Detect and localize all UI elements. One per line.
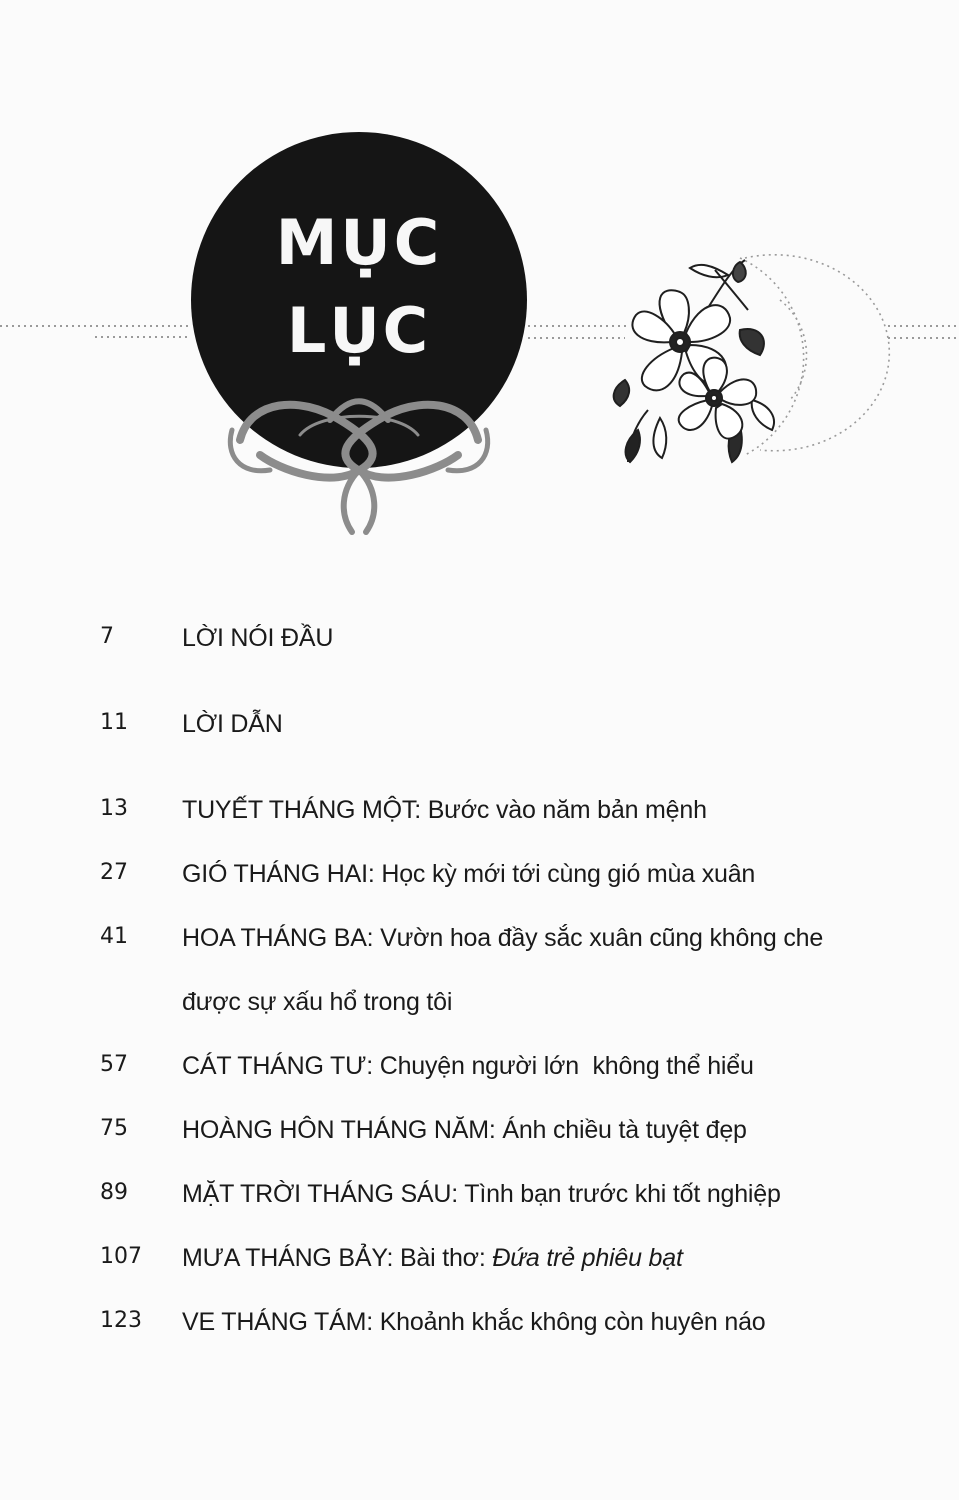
toc-entry-title [182,1244,882,1273]
toc-page-number: 89 [100,1180,128,1205]
toc-entry[interactable] [0,696,959,782]
toc-entry[interactable] [0,610,959,696]
toc-page-number: 75 [100,1116,128,1141]
toc-entry[interactable] [0,1038,959,1102]
toc-page-number: 57 [100,1052,128,1077]
toc-page-number: 7 [100,624,114,649]
flower-illustration [614,260,774,462]
toc-page-number: 13 [100,796,128,821]
toc-page-number: 107 [100,1244,142,1269]
toc-entry-title: VE THÁNG TÁM: Khoảnh khắc không còn huyên náo [182,1308,766,1336]
toc-entry-title: TUYẾT THÁNG MỘT: Bước vào năm bản mệnh [182,796,707,824]
toc-entry-title: HOÀNG HÔN THÁNG NĂM: Ánh chiều tà tuyệt đẹp [182,1116,747,1144]
toc-entry[interactable] [0,1230,959,1294]
toc-entry-title: CÁT THÁNG TƯ: Chuyện người lớn không thể hiểu [182,1052,754,1080]
page-title [192,140,526,474]
toc-page-number: 27 [100,860,128,885]
toc-list [0,610,959,1358]
toc-entry-title-italic: Đứa trẻ phiêu bạt [492,1244,683,1272]
toc-entry-title-continued: được sự xấu hổ trong tôi [182,988,453,1016]
toc-entry-title: LỜI NÓI ĐẦU [182,624,334,652]
toc-page-number: 41 [100,924,128,949]
title-line-2: LỤC [286,294,432,367]
toc-entry[interactable] [0,1294,959,1358]
toc-entry-title: GIÓ THÁNG HAI: Học kỳ mới tới cùng gió mùa xuân [182,860,756,888]
toc-page-number: 11 [100,710,128,735]
flower-small [679,358,756,439]
toc-entry-title: LỜI DẪN [182,710,283,738]
toc-entry[interactable] [0,846,959,910]
toc-entry-title: MẶT TRỜI THÁNG SÁU: Tình bạn trước khi tốt nghiệp [182,1180,781,1208]
dotted-arc-inner [780,300,807,400]
toc-entry[interactable] [0,910,959,974]
toc-page-number: 123 [100,1308,142,1333]
toc-entry-title-plain: MƯA THÁNG BẢY: Bài thơ: [182,1244,493,1272]
toc-entry[interactable] [0,782,959,846]
toc-entry-continuation[interactable] [0,974,959,1038]
toc-entry-title: HOA THÁNG BA: Vườn hoa đầy sắc xuân cũng không che [182,924,824,952]
title-line-1: MỤC [275,206,443,279]
toc-entry[interactable] [0,1102,959,1166]
toc-entry[interactable] [0,1166,959,1230]
